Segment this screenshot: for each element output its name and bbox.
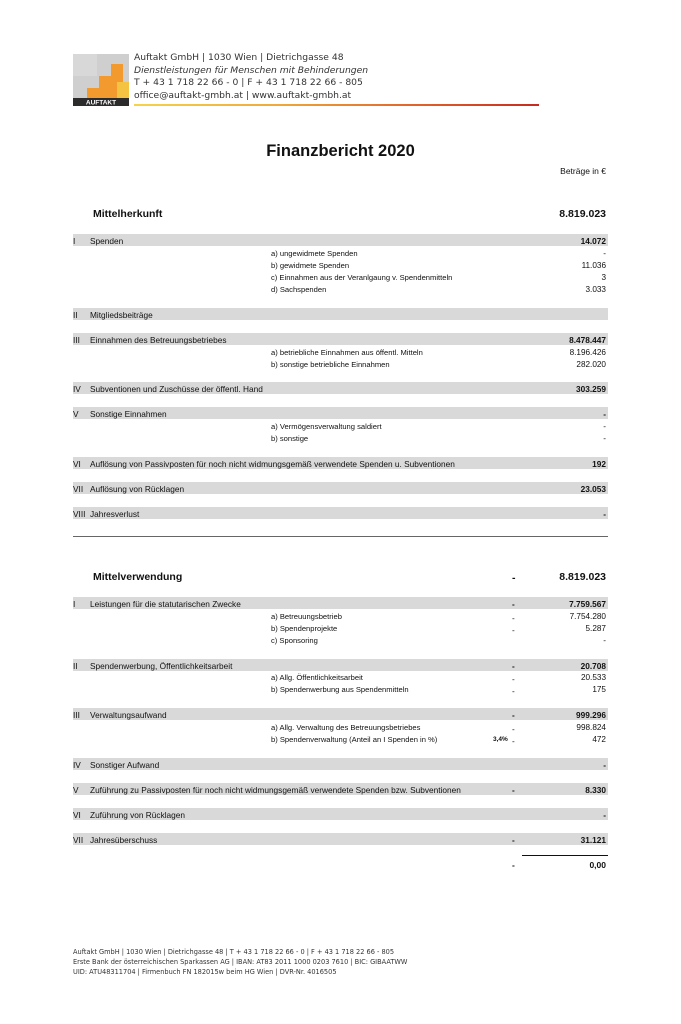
balance-rule [522,855,608,856]
sub-label: b) Spendenprojekte [271,624,338,633]
row-value: - [603,809,606,820]
verwendung-werbung-a-row [73,672,608,684]
herkunft-betreuung-b-row [73,359,608,371]
auftakt-logo [73,54,129,106]
row-dash: - [512,598,515,609]
section-heading: Mittelverwendung [93,571,183,583]
section-dash: - [512,571,516,584]
herkunft-sonstige-a-row [73,421,608,433]
letterhead-phone: T + 43 1 718 22 66 - 0 | F + 43 1 718 22 66 - 805 [134,77,363,89]
balance-value: 0,00 [589,860,606,870]
sub-value: - [603,434,606,443]
herkunft-subventionen-row [73,382,608,394]
section-heading: Mittelherkunft [93,208,163,220]
herkunft-spenden-a-row [73,248,608,260]
row-number: IV [73,383,81,394]
row-value: 7.759.567 [569,598,606,609]
sub-label: a) Allg. Öffentlichkeitsarbeit [271,673,363,682]
row-number: VII [73,834,84,845]
sub-value: 20.533 [580,673,606,682]
row-value: - [603,408,606,419]
row-number: III [73,709,80,720]
sub-value: 5.287 [585,624,606,633]
section-divider [73,536,608,537]
row-label: Jahresverlust [90,508,140,519]
sub-dash: - [512,673,515,684]
row-value: 14.072 [580,235,606,246]
section-total: 8.819.023 [559,208,606,220]
row-value: 303.259 [576,383,606,394]
row-label: Einnahmen des Betreuungsbetriebes [90,334,227,345]
row-number: IV [73,759,81,770]
sub-label: b) gewidmete Spenden [271,261,350,270]
row-number: VII [73,483,84,494]
verwendung-werbung-row [73,659,608,671]
row-value: 8.478.447 [569,334,606,345]
sub-dash: - [512,685,515,696]
verwendung-heading-row [73,570,608,586]
row-label: Zuführung zu Passivposten für noch nicht widmungsgemäß verwendete Spenden bzw. Subventionen [90,784,461,795]
verwendung-ueberschuss-row [73,833,608,845]
percentage-value: 3,4% [493,735,508,743]
letterhead-tagline: Dienstleistungen für Menschen mit Behinderungen [134,64,369,76]
row-value: 20.708 [580,660,606,671]
sub-label: a) ungewidmete Spenden [271,249,358,258]
sub-label: a) Allg. Verwaltung des Betreuungsbetriebes [271,723,421,732]
row-value: 999.296 [576,709,606,720]
row-label: Sonstiger Aufwand [90,759,160,770]
sub-value: 472 [592,735,606,744]
footer-address: Auftakt GmbH | 1030 Wien | Dietrichgasse 48 | T + 43 1 718 22 66 - 0 | F + 43 1 718 22 66 - 805 [73,948,395,956]
row-number: VI [73,809,81,820]
sub-value: 175 [592,685,606,694]
row-label: Mitgliedsbeiträge [90,309,153,320]
sub-dash: - [512,723,515,734]
verwendung-passiv-row [73,783,608,795]
row-label: Auflösung von Passivposten für noch nicht widmungsgemäß verwendete Spenden u. Subventionen [90,458,455,469]
sub-label: d) Sachspenden [271,285,327,294]
row-label: Verwaltungsaufwand [90,709,167,720]
row-dash: - [512,709,515,720]
currency-note: Beträge in € [560,166,606,176]
row-number: VIII [73,508,86,519]
verwendung-leistungen-row [73,597,608,609]
row-label: Jahresüberschuss [90,834,158,845]
herkunft-spenden-d-row [73,284,608,296]
sub-value: 3 [601,273,606,282]
sub-label: b) Spendenwerbung aus Spendenmitteln [271,685,409,694]
letterhead-contact: office@auftakt-gmbh.at | www.auftakt-gmbh.at [134,89,352,101]
letterhead-company: Auftakt GmbH | 1030 Wien | Dietrichgasse 48 [134,52,344,63]
balance-dash: - [512,860,515,870]
row-label: Spenden [90,235,124,246]
row-label: Subventionen und Zuschüsse der öffentl. Hand [90,383,263,394]
row-dash: - [512,784,515,795]
row-value: 8.330 [585,784,606,795]
verwendung-leistungen-a-row [73,611,608,623]
herkunft-sonstige-row [73,407,608,419]
page-title: Finanzbericht 2020 [266,142,415,160]
sub-value: 282.020 [576,360,606,369]
row-dash: - [512,660,515,671]
herkunft-betreuung-a-row [73,347,608,359]
verwendung-verwaltung-a-row [73,722,608,734]
sub-value: - [603,636,606,645]
sub-label: a) Betreuungsbetrieb [271,612,342,621]
svg-text:AUFTAKT: AUFTAKT [85,99,117,106]
sub-value: - [603,249,606,258]
row-label: Leistungen für die statutarischen Zwecke [90,598,241,609]
row-number: V [73,408,79,419]
herkunft-passiv-row [73,457,608,469]
row-value: 23.053 [580,483,606,494]
verwendung-werbung-b-row [73,684,608,696]
sub-value: 998.824 [576,723,606,732]
sub-dash: - [512,735,515,746]
row-value: 192 [592,458,606,469]
row-value: - [603,759,606,770]
row-label: Auflösung von Rücklagen [90,483,185,494]
sub-value: 7.754.280 [569,612,606,621]
footer-registry: UID: ATU48311704 | Firmenbuch FN 182015w beim HG Wien | DVR-Nr. 4016505 [73,968,337,976]
herkunft-spenden-b-row [73,260,608,272]
herkunft-betreuung-row [73,333,608,345]
row-dash: - [512,834,515,845]
section-total: 8.819.023 [559,571,606,583]
verwendung-leistungen-b-row [73,623,608,635]
sub-label: c) Einnahmen aus der Veranlgaung v. Spendenmitteln [271,273,453,282]
sub-value: 11.036 [581,261,606,270]
sub-value: 3.033 [585,285,606,294]
sub-label: b) Spendenverwaltung (Anteil an I Spenden in %) [271,735,438,744]
row-label: Spendenwerbung, Öffentlichkeitsarbeit [90,660,233,671]
row-number: II [73,660,78,671]
row-value: 31.121 [580,834,606,845]
row-number: II [73,309,78,320]
sub-dash: - [512,624,515,635]
herkunft-spenden-row [73,234,608,246]
herkunft-heading-row [73,207,608,223]
letterhead-text [134,52,368,102]
verwendung-ruecklagen-row [73,808,608,820]
row-value: - [603,508,606,519]
verwendung-leistungen-c-row [73,635,608,647]
row-label: Zuführung von Rücklagen [90,809,186,820]
row-label: Sonstige Einnahmen [90,408,167,419]
page-footer [73,947,407,977]
herkunft-ruecklagen-row [73,482,608,494]
footer-bank: Erste Bank der österreichischen Sparkassen AG | IBAN: AT83 2011 1000 0203 7610 | BIC: GIBAATWW [73,958,408,966]
verwendung-verwaltung-row [73,708,608,720]
letterhead-gradient-rule [134,104,539,106]
row-number: III [73,334,80,345]
row-number: I [73,598,76,609]
sub-label: c) Sponsoring [271,636,318,645]
row-number: VI [73,458,81,469]
verwendung-verwaltung-b-row [73,734,608,746]
sub-dash: - [512,612,515,623]
herkunft-verlust-row [73,507,608,519]
sub-value: 8.196.426 [569,348,606,357]
sub-label: b) sonstige betriebliche Einnahmen [271,360,390,369]
verwendung-sonstiger-row [73,758,608,770]
herkunft-mitglied-row [73,308,608,320]
sub-value: - [603,422,606,431]
sub-label: a) Vermögensverwaltung saldiert [271,422,382,431]
herkunft-sonstige-b-row [73,433,608,445]
row-number: I [73,235,76,246]
sub-label: b) sonstige [271,434,309,443]
sub-label: a) betriebliche Einnahmen aus öffentl. Mitteln [271,348,423,357]
herkunft-spenden-c-row [73,272,608,284]
row-number: V [73,784,79,795]
